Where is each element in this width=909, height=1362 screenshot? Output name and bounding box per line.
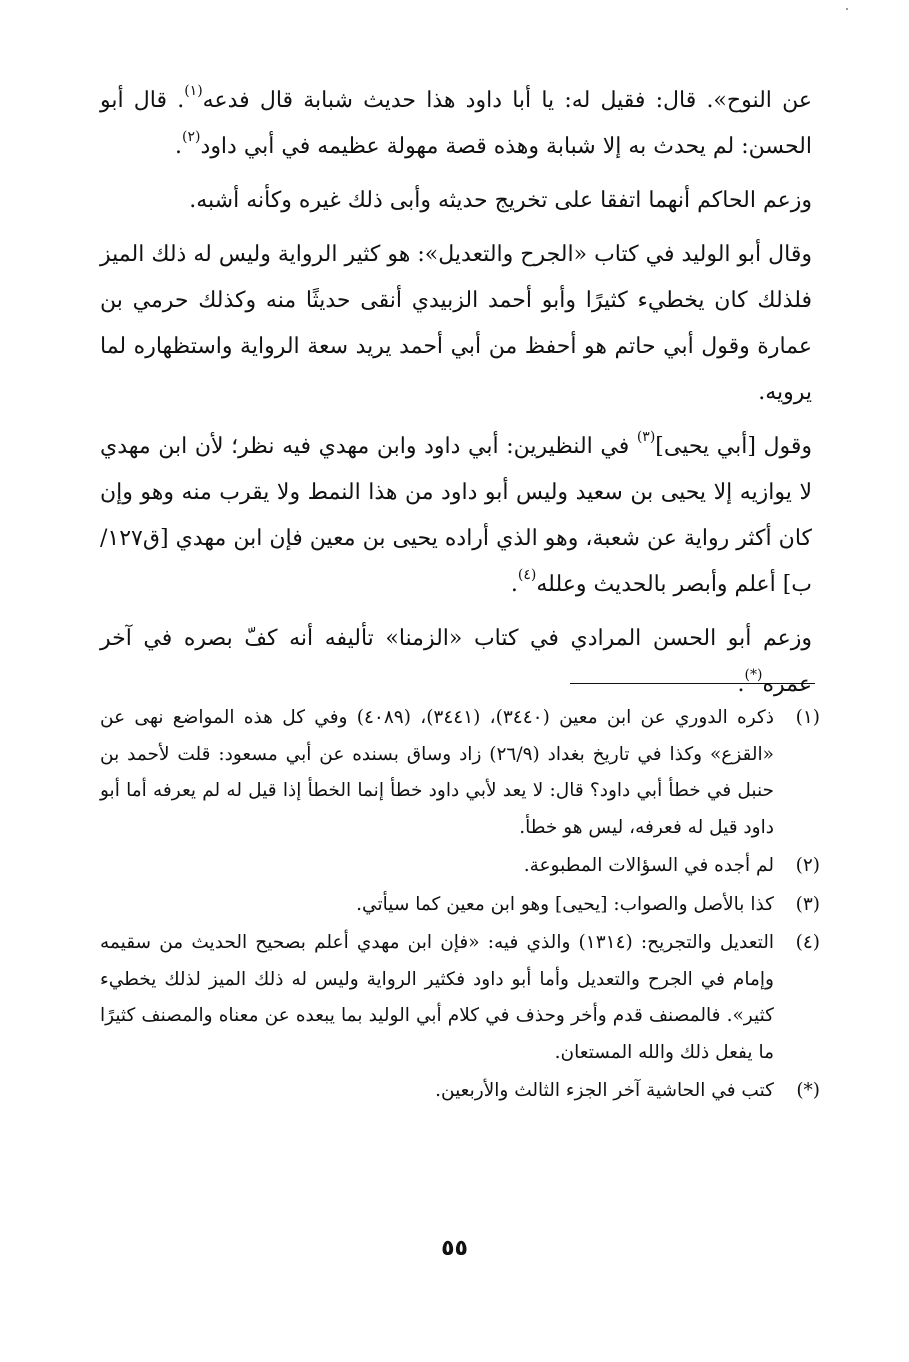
footnote-marker: (٢) — [182, 129, 201, 145]
footnote-text: كذا بالأصل والصواب: [يحيى] وهو ابن معين كما سيأتي. — [356, 893, 774, 915]
paragraph-text: وزعم أبو الحسن المرادي في كتاب «الزمنا» تأليفه أنه كفّ بصره في آخر عمره — [100, 626, 812, 697]
paragraph-text: . — [737, 672, 745, 697]
paragraph-text: . — [510, 572, 518, 597]
body-paragraph — [100, 424, 812, 608]
body-paragraph — [100, 178, 812, 224]
footnote — [100, 700, 820, 846]
body-paragraph — [100, 616, 812, 708]
body-paragraph — [100, 232, 812, 416]
footnote-number: (٣) — [795, 893, 820, 915]
footnote-text: ذكره الدوري عن ابن معين (٣٤٤٠)، (٣٤٤١)، (٤٠٨٩) وفي كل هذه المواضع نهى عن «القزع» وكذا في تاريخ بغداد (٢٦/٩) زاد وساق بسنده عن أبي مسعود: قلت لأحمد بن حنبل في خطأ أبي داود؟ قال: لا يعد لأبي داود خطأ إنما الخطأ إذا قيل له لم يعرفه أما أبو داود قيل له فعرفه، ليس هو خطأ. — [100, 707, 774, 838]
footnote-number: (*) — [796, 1080, 820, 1101]
footnote-text: كتب في الحاشية آخر الجزء الثالث والأربعين. — [435, 1080, 774, 1101]
footnote — [100, 925, 820, 1071]
paragraph-text: . قال أبو الحسن: لم يحدث به إلا شبابة وهذه قصة مهولة عظيمه في أبي داود — [100, 88, 812, 159]
footnote-separator — [570, 683, 815, 684]
footnote-number: (١) — [795, 707, 820, 728]
paragraph-text: في النظيرين: أبي داود وابن مهدي فيه نظر؛ لأن ابن مهدي لا يوازيه إلا يحيى بن سعيد وليس أبو داود من هذا النمط ولا يقرب منه وهو وإن كان أكثر رواية عن شعبة، وهو الذي أراده يحيى بن معين فإن ابن مهدي [ق١٢٧/ب] أعلم وأبصر بالحديث وعلله — [100, 434, 812, 597]
paragraph-text: وزعم الحاكم أنهما اتفقا على تخريج حديثه وأبى ذلك غيره وكأنه أشبه. — [189, 188, 812, 213]
paragraph-text: وقال أبو الوليد في كتاب «الجرح والتعديل»: هو كثير الرواية وليس له ذلك الميز فلذلك كان يخطيء كثيرًا وأبو أحمد الزبيدي أنقى حديثًا منه وكذلك حرمي بن عمارة وقول أبي حاتم هو أحفظ من أبي أحمد يريد سعة الرواية واستظهاره لما يرويه. — [100, 242, 812, 405]
paragraph-text: وقول [أبي يحيى] — [655, 434, 813, 459]
footnote-marker: (١) — [184, 83, 203, 99]
footnote-text: لم أجده في السؤالات المطبوعة. — [523, 855, 774, 876]
footnote-text: التعديل والتجريح: (١٣١٤) والذي فيه: «فإن ابن مهدي أعلم بصحيح الحديث من سقيمه وإمام في الجرح والتعديل وأما أبو داود فكثير الرواية وليس له ذلك الميز لذلك يخطيء كثير». فالمصنف قدم وأخر وحذف في كلام أبي الوليد بما يبعده عن معناه والمصنف كثيرًا ما يفعل ذلك والله المستعان. — [100, 932, 774, 1063]
paragraph-text: عن النوح». قال: فقيل له: يا أبا داود هذا حديث شبابة قال فدعه — [202, 88, 812, 113]
main-text — [100, 78, 812, 716]
footnote-marker: (*) — [744, 667, 763, 683]
footnote-number: (٤) — [795, 932, 820, 953]
body-paragraph — [100, 78, 812, 170]
footnote — [100, 848, 820, 885]
page-number: ٥٥ — [441, 1236, 468, 1261]
footnote — [100, 887, 820, 924]
footnote-number: (٢) — [795, 855, 820, 876]
footnotes — [100, 700, 820, 1112]
footnote-marker: (٣) — [636, 429, 656, 445]
footnote — [100, 1073, 820, 1110]
scan-speck — [846, 8, 848, 10]
paragraph-text: . — [175, 134, 183, 159]
footnote-marker: (٤) — [517, 567, 537, 583]
